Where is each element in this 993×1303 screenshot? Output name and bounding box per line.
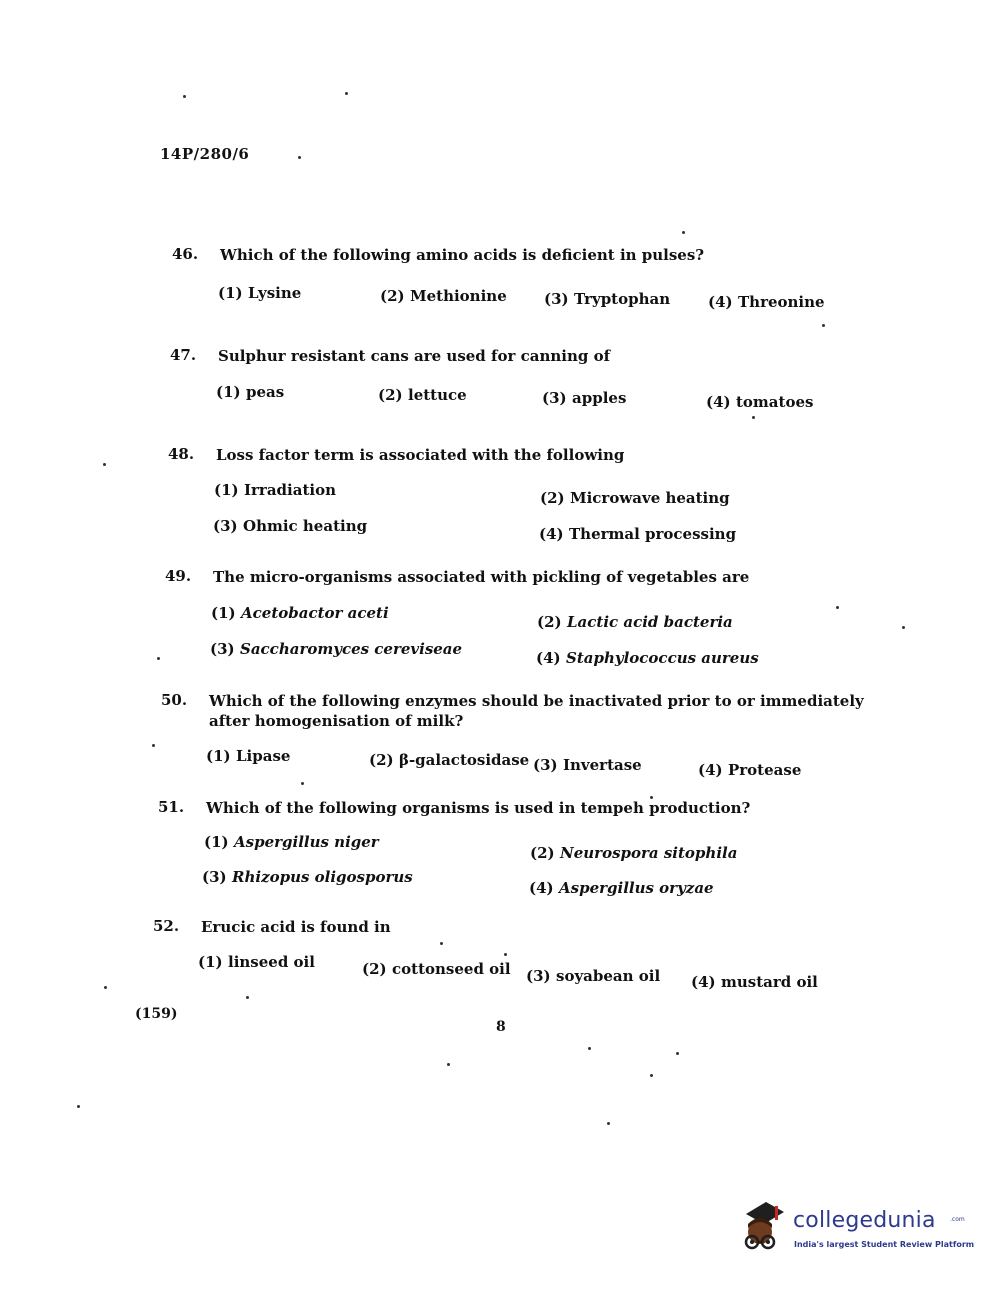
option-48-4: (4) Thermal processing <box>539 525 737 543</box>
scan-speck <box>650 796 653 799</box>
question-text: Erucic acid is found in <box>201 918 391 936</box>
option-47-3: (3) apples <box>542 389 627 407</box>
option-49-4: (4) Staphylococcus aureus <box>536 649 759 667</box>
question-text: Which of the following enzymes should be inactivated prior to or immediately after homogenisation of milk? <box>209 692 864 730</box>
option-47-4: (4) tomatoes <box>706 393 814 411</box>
scan-speck <box>440 942 443 945</box>
option-51-2: (2) Neurospora sitophila <box>530 844 738 862</box>
scan-speck <box>183 95 186 98</box>
paper-code: 14P/280/6 <box>160 145 250 163</box>
option-48-3: (3) Ohmic heating <box>213 517 368 535</box>
option-46-1: (1) Lysine <box>218 284 302 302</box>
option-50-2: (2) β-galactosidase <box>369 751 530 769</box>
scan-speck <box>682 231 685 234</box>
option-48-1: (1) Irradiation <box>214 481 336 499</box>
question-number: 51. <box>158 798 185 816</box>
brand-tagline: India's largest Student Review Platform <box>794 1240 975 1249</box>
option-49-3: (3) Saccharomyces cereviseae <box>210 640 463 658</box>
question-number: 47. <box>170 346 197 364</box>
scan-speck <box>504 953 507 956</box>
scan-speck <box>836 606 839 609</box>
scan-speck <box>607 1122 610 1125</box>
scan-speck <box>157 657 160 660</box>
question-number: 48. <box>168 445 195 463</box>
scan-speck <box>301 782 304 785</box>
option-48-2: (2) Microwave heating <box>540 489 730 507</box>
question-text: The micro-organisms associated with pickling of vegetables are <box>213 568 750 586</box>
scan-speck <box>345 92 348 95</box>
scan-speck <box>103 463 106 466</box>
option-49-1: (1) Acetobactor aceti <box>211 604 389 622</box>
option-47-1: (1) peas <box>216 383 285 401</box>
option-50-3: (3) Invertase <box>533 756 642 774</box>
scan-speck <box>822 324 825 327</box>
scan-speck <box>246 996 249 999</box>
option-52-1: (1) linseed oil <box>198 953 315 971</box>
scan-speck <box>104 986 107 989</box>
scan-speck <box>650 1074 653 1077</box>
question-number: 50. <box>161 691 188 709</box>
option-50-1: (1) Lipase <box>206 747 291 765</box>
scan-speck <box>298 156 301 159</box>
option-52-3: (3) soyabean oil <box>526 967 661 985</box>
brand-suffix: .com <box>950 1216 965 1223</box>
collegedunia-watermark <box>738 1196 975 1262</box>
scan-speck <box>902 626 905 629</box>
option-51-4: (4) Aspergillus oryzae <box>529 879 714 897</box>
question-number: 46. <box>172 245 199 263</box>
brand-name: collegedunia <box>793 1208 936 1233</box>
scan-speck <box>752 416 755 419</box>
option-50-4: (4) Protease <box>698 761 802 779</box>
question-number: 49. <box>165 567 192 585</box>
question-text: Which of the following organisms is used in tempeh production? <box>206 799 751 817</box>
option-51-3: (3) Rhizopus oligosporus <box>202 868 413 886</box>
graduate-mascot-icon <box>738 1196 794 1258</box>
footer-code: (159) <box>135 1006 178 1022</box>
option-52-4: (4) mustard oil <box>691 973 818 991</box>
question-text: Loss factor term is associated with the following <box>216 446 625 464</box>
option-49-2: (2) Lactic acid bacteria <box>537 613 733 631</box>
question-number: 52. <box>153 917 180 935</box>
scan-speck <box>152 744 155 747</box>
option-46-2: (2) Methionine <box>380 287 507 305</box>
option-51-1: (1) Aspergillus niger <box>204 833 379 851</box>
question-text: Sulphur resistant cans are used for canning of <box>218 347 611 365</box>
option-46-4: (4) Threonine <box>708 293 825 311</box>
scan-speck <box>447 1063 450 1066</box>
page-number: 8 <box>496 1019 506 1035</box>
scan-speck <box>588 1047 591 1050</box>
question-text: Which of the following amino acids is deficient in pulses? <box>220 246 705 264</box>
scan-speck <box>77 1105 80 1108</box>
scan-speck <box>676 1052 679 1055</box>
option-52-2: (2) cottonseed oil <box>362 960 511 978</box>
option-46-3: (3) Tryptophan <box>544 290 671 308</box>
option-47-2: (2) lettuce <box>378 386 467 404</box>
